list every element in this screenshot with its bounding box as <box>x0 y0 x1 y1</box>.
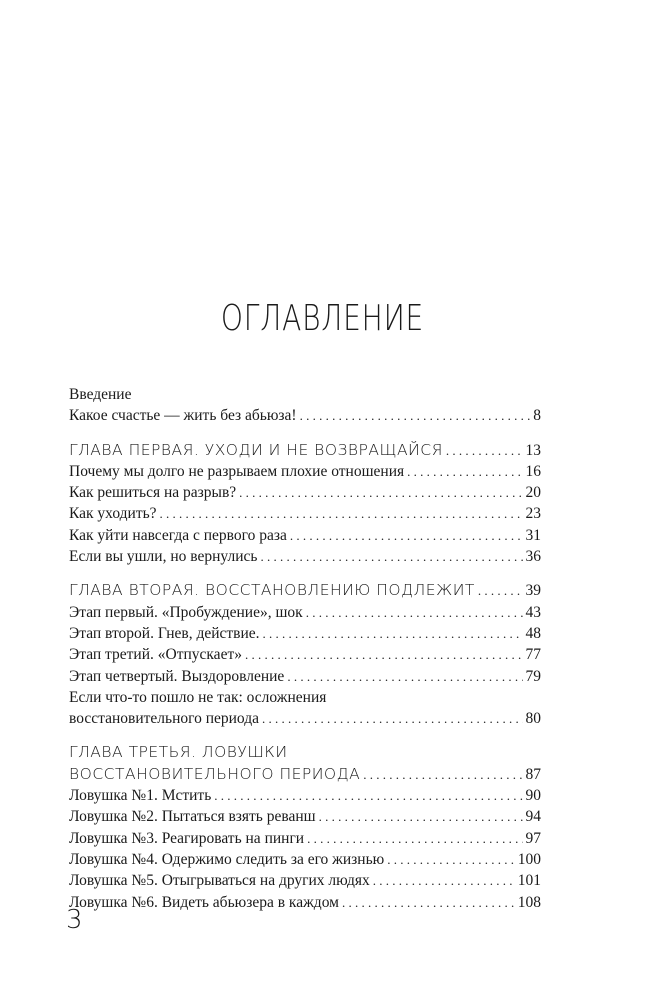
toc-entry[interactable] <box>69 482 541 503</box>
toc-chapter[interactable] <box>69 764 541 785</box>
dot-leader <box>387 849 515 870</box>
toc-label: Ловушка №1. Мстить <box>69 787 212 805</box>
toc-entry[interactable] <box>69 708 541 729</box>
toc-page: 100 <box>517 850 541 868</box>
toc-page: 87 <box>525 765 541 783</box>
toc-entry[interactable] <box>69 666 541 687</box>
toc-page: 16 <box>525 462 541 480</box>
chapter-title: ГЛАВА ТРЕТЬЯ. ЛОВУШКИ <box>69 743 288 762</box>
toc-entry[interactable] <box>69 405 541 426</box>
toc-page: 108 <box>517 893 541 911</box>
dot-leader <box>260 546 522 567</box>
toc-entry[interactable] <box>69 828 541 849</box>
toc-entry[interactable] <box>69 849 541 870</box>
toc-entry[interactable] <box>69 644 541 665</box>
dot-leader <box>262 708 523 729</box>
toc-entry[interactable] <box>69 602 541 623</box>
toc-page: 31 <box>525 526 541 544</box>
dot-leader <box>239 482 522 503</box>
toc-page: 94 <box>525 808 541 826</box>
toc-page: 101 <box>517 872 541 890</box>
chapter-title: ГЛАВА ВТОРАЯ. ВОССТАНОВЛЕНИЮ ПОДЛЕЖИТ <box>69 581 475 600</box>
toc-chapter[interactable] <box>69 440 541 461</box>
toc-page: 48 <box>525 624 541 642</box>
toc-label: Как решиться на разрыв? <box>69 484 237 502</box>
dot-leader <box>160 503 523 524</box>
toc-label: Как уйти навсегда с первого раза <box>69 526 287 544</box>
toc-entry[interactable] <box>69 892 541 913</box>
toc-label: Ловушка №5. Отыгрываться на других людях <box>69 872 370 890</box>
toc-page: 39 <box>525 582 541 600</box>
dot-leader <box>478 580 523 601</box>
toc-label: Этап третий. «Отпускает» <box>69 646 242 664</box>
toc-entry[interactable] <box>69 503 541 524</box>
toc-chapter-first-line[interactable] <box>69 742 541 763</box>
toc-entry[interactable] <box>69 806 541 827</box>
toc-page: 23 <box>525 505 541 523</box>
dot-leader <box>363 764 522 785</box>
page-number: 3 <box>66 905 83 935</box>
toc-page: 80 <box>525 710 541 728</box>
dot-leader <box>342 892 515 913</box>
dot-leader <box>407 461 522 482</box>
toc-chapter[interactable] <box>69 580 541 601</box>
toc-page: 77 <box>525 646 541 664</box>
toc-entry[interactable] <box>69 546 541 567</box>
toc-label: Если вы ушли, но вернулись <box>69 548 258 566</box>
chapter-title: ГЛАВА ПЕРВАЯ. УХОДИ И НЕ ВОЗВРАЩАЙСЯ <box>69 440 443 459</box>
dot-leader <box>319 806 523 827</box>
toc-page: 97 <box>525 829 541 847</box>
dot-leader <box>306 602 523 623</box>
dot-leader <box>290 525 523 546</box>
dot-leader <box>300 405 531 426</box>
toc-page: 13 <box>525 441 541 459</box>
toc-label: Если что-то пошло не так: осложнения <box>69 688 327 706</box>
toc-intro-heading <box>69 384 541 405</box>
toc-label: Ловушка №6. Видеть абьюзера в каждом <box>69 893 339 911</box>
toc-label: Этап четвертый. Выздоровление <box>69 667 285 685</box>
toc-label: Ловушка №2. Пытаться взять реванш <box>69 808 316 826</box>
toc-label: Как уходить? <box>69 505 157 523</box>
toc-entry[interactable] <box>69 870 541 891</box>
dot-leader <box>307 828 522 849</box>
toc-entry[interactable] <box>69 623 541 644</box>
toc-page: 43 <box>525 603 541 621</box>
toc-label: Этап первый. «Пробуждение», шок <box>69 603 303 621</box>
toc-page: 79 <box>525 667 541 685</box>
dot-leader <box>446 440 523 461</box>
toc-page: 36 <box>525 548 541 566</box>
toc-page: 90 <box>525 787 541 805</box>
dot-leader <box>214 785 522 806</box>
toc-label: Какое счастье — жить без абьюза! <box>69 407 297 425</box>
dot-leader <box>263 623 523 644</box>
toc-label: восстановительного периода <box>69 710 259 728</box>
toc-page: 20 <box>525 484 541 502</box>
chapter-title: ВОССТАНОВИТЕЛЬНОГО ПЕРИОДА <box>69 764 361 783</box>
toc-entry[interactable] <box>69 785 541 806</box>
dot-leader <box>373 870 515 891</box>
toc-entry[interactable] <box>69 461 541 482</box>
toc-entry-first-line[interactable] <box>69 687 541 708</box>
toc-label: Введение <box>69 386 132 403</box>
table-of-contents <box>69 384 541 913</box>
toc-label: Ловушка №3. Реагировать на пинги <box>69 829 305 847</box>
dot-leader <box>287 666 522 687</box>
page-title: ОГЛАВЛЕНИЕ <box>220 298 425 339</box>
dot-leader <box>245 644 523 665</box>
toc-label: Ловушка №4. Одержимо следить за его жизнью <box>69 850 385 868</box>
toc-entry[interactable] <box>69 525 541 546</box>
toc-label: Почему мы долго не разрываем плохие отношения <box>69 462 405 480</box>
toc-label: Этап второй. Гнев, действие. <box>69 624 260 642</box>
toc-page: 8 <box>533 407 541 425</box>
